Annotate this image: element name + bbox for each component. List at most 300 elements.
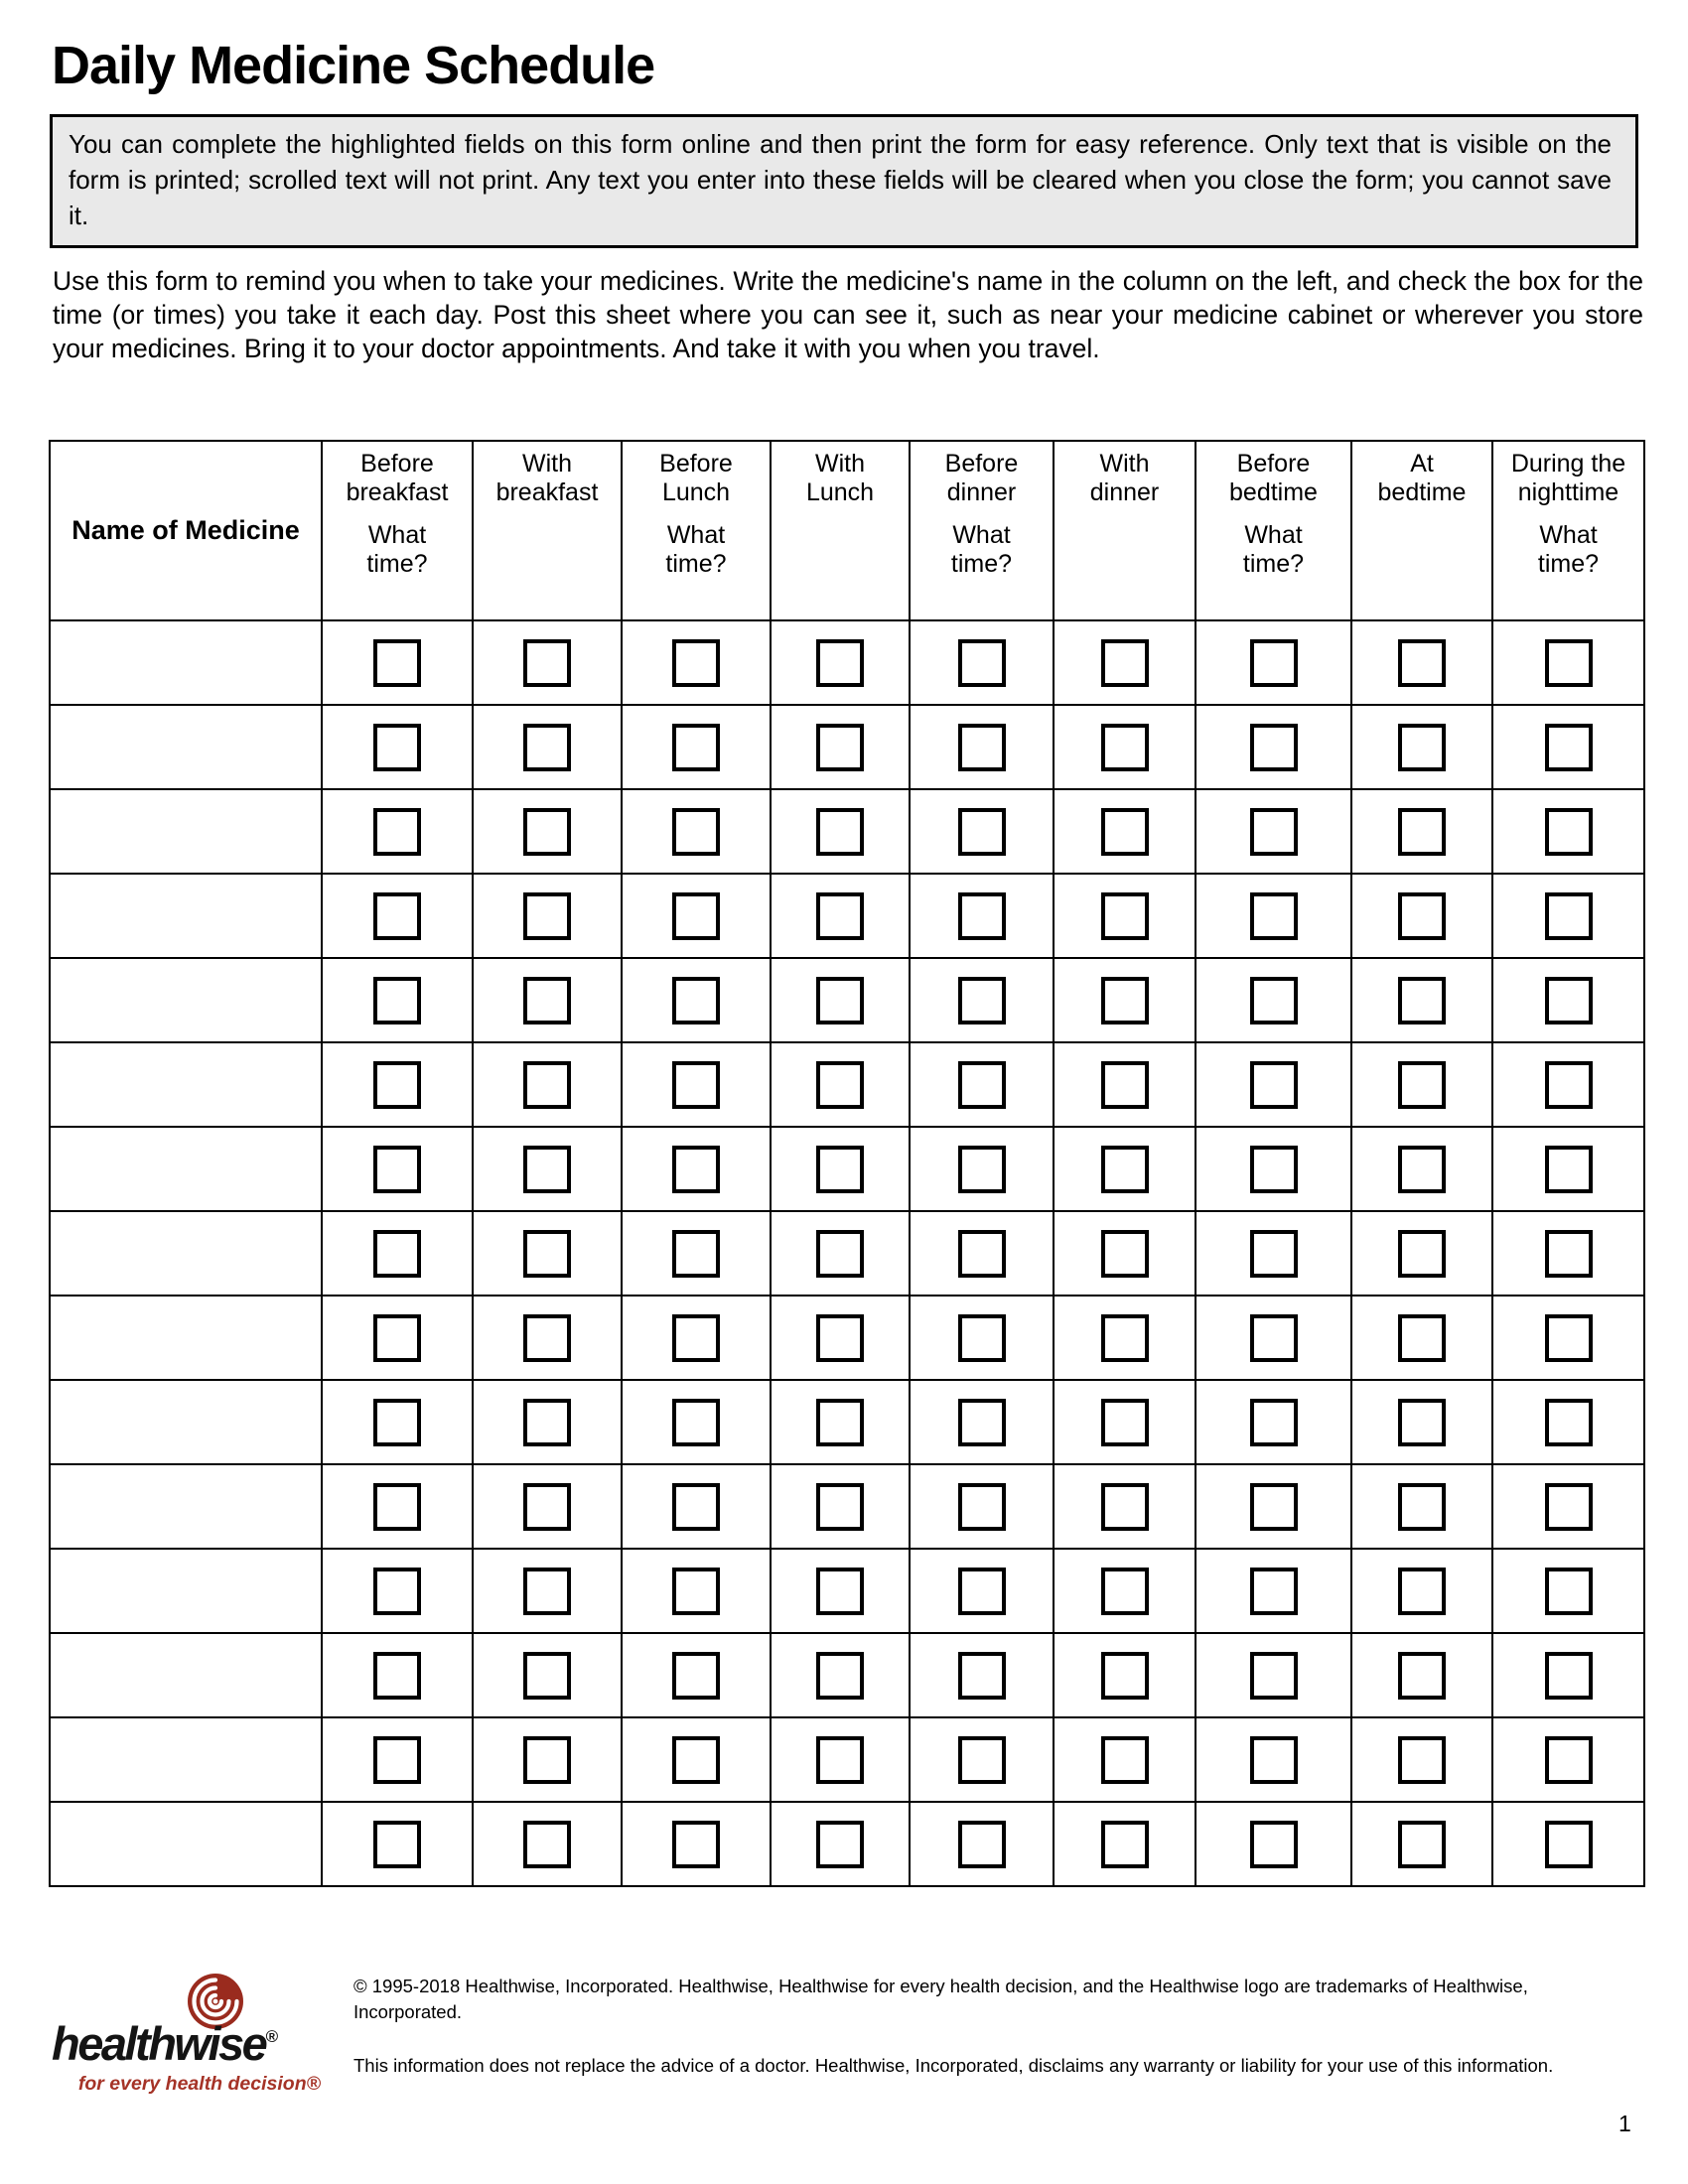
checkbox[interactable] <box>373 1483 421 1531</box>
checkbox[interactable] <box>1545 1399 1593 1446</box>
schedule-cell <box>473 1211 622 1296</box>
schedule-cell <box>1351 705 1492 789</box>
checkbox[interactable] <box>1101 1230 1149 1278</box>
checkbox[interactable] <box>1101 639 1149 687</box>
medicine-name-cell[interactable] <box>50 620 322 705</box>
checkbox[interactable] <box>816 1230 864 1278</box>
column-label: Before bedtime <box>1229 450 1318 506</box>
checkbox[interactable] <box>1398 977 1446 1024</box>
schedule-cell <box>771 1802 910 1886</box>
checkbox[interactable] <box>958 1230 1006 1278</box>
schedule-cell <box>322 1464 473 1549</box>
checkbox[interactable] <box>523 1399 571 1446</box>
medicine-table <box>49 440 1645 1887</box>
schedule-cell <box>622 1296 771 1380</box>
checkbox[interactable] <box>1545 1314 1593 1362</box>
medicine-name-cell[interactable] <box>50 1042 322 1127</box>
schedule-cell <box>771 705 910 789</box>
checkbox[interactable] <box>1398 1399 1446 1446</box>
checkbox[interactable] <box>958 1821 1006 1868</box>
schedule-cell <box>1196 1464 1351 1549</box>
checkbox[interactable] <box>672 724 720 771</box>
checkbox[interactable] <box>523 1061 571 1109</box>
checkbox[interactable] <box>523 1568 571 1615</box>
schedule-cell <box>622 1549 771 1633</box>
checkbox[interactable] <box>373 808 421 856</box>
checkbox[interactable] <box>1101 1146 1149 1193</box>
checkbox[interactable] <box>1398 892 1446 940</box>
checkbox[interactable] <box>1398 1736 1446 1784</box>
checkbox[interactable] <box>523 1652 571 1700</box>
checkbox[interactable] <box>1250 724 1298 771</box>
checkbox[interactable] <box>958 977 1006 1024</box>
checkbox[interactable] <box>958 1314 1006 1362</box>
checkbox[interactable] <box>1398 1061 1446 1109</box>
checkbox[interactable] <box>1250 1061 1298 1109</box>
checkbox[interactable] <box>373 724 421 771</box>
checkbox[interactable] <box>958 1146 1006 1193</box>
schedule-cell <box>473 1042 622 1127</box>
checkbox[interactable] <box>1101 1399 1149 1446</box>
schedule-cell <box>473 1296 622 1380</box>
medicine-name-cell[interactable] <box>50 1549 322 1633</box>
column-header-with-lunch <box>771 441 910 620</box>
schedule-cell <box>771 1633 910 1717</box>
checkbox[interactable] <box>1398 1146 1446 1193</box>
table-row <box>50 705 1644 789</box>
schedule-cell <box>1196 1127 1351 1211</box>
checkbox[interactable] <box>1101 977 1149 1024</box>
footer-text-block <box>353 1974 1603 2079</box>
schedule-cell <box>322 1549 473 1633</box>
checkbox[interactable] <box>1101 1061 1149 1109</box>
checkbox[interactable] <box>816 1821 864 1868</box>
schedule-cell <box>473 1549 622 1633</box>
checkbox[interactable] <box>373 1652 421 1700</box>
checkbox[interactable] <box>1101 1821 1149 1868</box>
schedule-cell <box>910 789 1054 874</box>
schedule-cell <box>910 705 1054 789</box>
checkbox[interactable] <box>1101 1652 1149 1700</box>
column-header-before-bedtime <box>1196 441 1351 620</box>
table-row <box>50 1802 1644 1886</box>
schedule-cell <box>771 874 910 958</box>
column-label: Before dinner <box>944 450 1019 506</box>
checkbox[interactable] <box>523 1821 571 1868</box>
checkbox[interactable] <box>1545 1230 1593 1278</box>
checkbox[interactable] <box>1250 1483 1298 1531</box>
schedule-cell <box>622 1042 771 1127</box>
schedule-cell <box>910 1717 1054 1802</box>
checkbox[interactable] <box>523 977 571 1024</box>
schedule-cell <box>1492 620 1644 705</box>
schedule-cell <box>1054 620 1196 705</box>
what-time-subheader: What time? <box>366 521 428 578</box>
schedule-cell <box>622 705 771 789</box>
schedule-cell <box>322 1211 473 1296</box>
checkbox[interactable] <box>1398 808 1446 856</box>
medicine-name-cell[interactable] <box>50 1127 322 1211</box>
schedule-cell <box>1054 874 1196 958</box>
checkbox[interactable] <box>958 1483 1006 1531</box>
checkbox[interactable] <box>1250 1230 1298 1278</box>
checkbox[interactable] <box>1101 1736 1149 1784</box>
checkbox[interactable] <box>1545 1061 1593 1109</box>
schedule-cell <box>1351 958 1492 1042</box>
schedule-cell <box>473 705 622 789</box>
schedule-cell <box>1492 705 1644 789</box>
schedule-cell <box>771 620 910 705</box>
checkbox[interactable] <box>1101 1483 1149 1531</box>
column-label: Before breakfast <box>346 450 449 506</box>
checkbox[interactable] <box>816 1736 864 1784</box>
checkbox[interactable] <box>1545 1483 1593 1531</box>
checkbox[interactable] <box>672 1061 720 1109</box>
table-row <box>50 1296 1644 1380</box>
schedule-cell <box>771 1042 910 1127</box>
schedule-cell <box>622 874 771 958</box>
checkbox[interactable] <box>1398 724 1446 771</box>
checkbox[interactable] <box>1545 1652 1593 1700</box>
schedule-cell <box>473 789 622 874</box>
schedule-cell <box>910 1042 1054 1127</box>
table-row <box>50 1717 1644 1802</box>
what-time-subheader: What time? <box>950 521 1013 578</box>
checkbox[interactable] <box>373 1821 421 1868</box>
checkbox[interactable] <box>816 1061 864 1109</box>
checkbox[interactable] <box>672 1314 720 1362</box>
checkbox[interactable] <box>816 639 864 687</box>
schedule-cell <box>622 1380 771 1464</box>
schedule-cell <box>771 1380 910 1464</box>
column-header-before-dinner <box>910 441 1054 620</box>
checkbox[interactable] <box>672 1483 720 1531</box>
checkbox[interactable] <box>1545 1821 1593 1868</box>
checkbox[interactable] <box>373 1314 421 1362</box>
schedule-cell <box>1196 1802 1351 1886</box>
checkbox[interactable] <box>1545 639 1593 687</box>
checkbox[interactable] <box>1398 1314 1446 1362</box>
column-label: With breakfast <box>495 450 599 506</box>
logo-wordmark-text: healthwise <box>52 2017 266 2070</box>
schedule-cell <box>1492 1296 1644 1380</box>
page-number: 1 <box>1618 2111 1631 2136</box>
schedule-cell <box>1492 1211 1644 1296</box>
schedule-cell <box>622 1464 771 1549</box>
schedule-cell <box>622 1633 771 1717</box>
checkbox[interactable] <box>816 1399 864 1446</box>
schedule-cell <box>771 1717 910 1802</box>
checkbox[interactable] <box>672 1146 720 1193</box>
checkbox[interactable] <box>523 724 571 771</box>
checkbox[interactable] <box>373 1061 421 1109</box>
schedule-cell <box>1492 1127 1644 1211</box>
what-time-subheader: What time? <box>1537 521 1600 578</box>
schedule-cell <box>1196 705 1351 789</box>
schedule-cell <box>322 1380 473 1464</box>
checkbox[interactable] <box>1545 1568 1593 1615</box>
checkbox[interactable] <box>1250 1399 1298 1446</box>
column-header-at-bedtime <box>1351 441 1492 620</box>
schedule-cell <box>910 1549 1054 1633</box>
checkbox[interactable] <box>672 977 720 1024</box>
schedule-cell <box>473 1464 622 1549</box>
schedule-cell <box>1492 874 1644 958</box>
checkbox[interactable] <box>958 1652 1006 1700</box>
checkbox[interactable] <box>523 1230 571 1278</box>
schedule-cell <box>910 1464 1054 1549</box>
medicine-name-cell[interactable] <box>50 705 322 789</box>
checkbox[interactable] <box>816 1146 864 1193</box>
schedule-cell <box>910 620 1054 705</box>
schedule-cell <box>1054 1633 1196 1717</box>
schedule-cell <box>771 1127 910 1211</box>
schedule-cell <box>322 620 473 705</box>
checkbox[interactable] <box>958 639 1006 687</box>
checkbox[interactable] <box>958 1736 1006 1784</box>
page-title: Daily Medicine Schedule <box>52 36 655 95</box>
schedule-cell <box>771 958 910 1042</box>
schedule-cell <box>622 1717 771 1802</box>
checkbox[interactable] <box>816 808 864 856</box>
column-label: Before Lunch <box>659 450 733 506</box>
checkbox[interactable] <box>1545 1146 1593 1193</box>
logo-tagline: for every health decision® <box>77 2073 321 2095</box>
checkbox[interactable] <box>958 808 1006 856</box>
table-row <box>50 1464 1644 1549</box>
what-time-subheader: What time? <box>1242 521 1305 578</box>
schedule-cell <box>1054 1296 1196 1380</box>
medicine-name-cell[interactable] <box>50 1717 322 1802</box>
instruction-notice <box>50 114 1638 248</box>
checkbox[interactable] <box>672 639 720 687</box>
checkbox[interactable] <box>672 1399 720 1446</box>
schedule-cell <box>910 874 1054 958</box>
column-label: With Lunch <box>805 450 875 506</box>
table-row <box>50 1633 1644 1717</box>
checkbox[interactable] <box>373 1146 421 1193</box>
schedule-cell <box>473 874 622 958</box>
schedule-cell <box>771 1211 910 1296</box>
table-row <box>50 1211 1644 1296</box>
checkbox[interactable] <box>1250 1652 1298 1700</box>
checkbox[interactable] <box>1545 1736 1593 1784</box>
column-header-with-breakfast <box>473 441 622 620</box>
checkbox[interactable] <box>958 724 1006 771</box>
schedule-cell <box>1196 958 1351 1042</box>
medicine-name-cell[interactable] <box>50 958 322 1042</box>
checkbox[interactable] <box>816 724 864 771</box>
schedule-cell <box>622 1211 771 1296</box>
schedule-cell <box>473 1380 622 1464</box>
checkbox[interactable] <box>672 808 720 856</box>
checkbox[interactable] <box>523 1146 571 1193</box>
checkbox[interactable] <box>1101 1314 1149 1362</box>
checkbox[interactable] <box>523 639 571 687</box>
column-header-before-breakfast <box>322 441 473 620</box>
schedule-cell <box>1351 1633 1492 1717</box>
checkbox[interactable] <box>373 1568 421 1615</box>
schedule-cell <box>1351 1380 1492 1464</box>
checkbox[interactable] <box>1398 1483 1446 1531</box>
schedule-cell <box>322 874 473 958</box>
intro-paragraph: Use this form to remind you when to take your medicines. Write the medicine's name in the column on the left, and check the box for the time (or times) you take it each day. Post this sheet where you can see it, such as near your medicine cabinet or wherever you store your medicines. Bring it to your doctor appointments. And take it with you when you travel. <box>53 266 1643 363</box>
checkbox[interactable] <box>523 892 571 940</box>
checkbox[interactable] <box>816 1652 864 1700</box>
schedule-cell <box>622 1127 771 1211</box>
checkbox[interactable] <box>523 808 571 856</box>
checkbox[interactable] <box>1101 808 1149 856</box>
schedule-cell <box>622 958 771 1042</box>
schedule-cell <box>1351 789 1492 874</box>
medicine-name-cell[interactable] <box>50 789 322 874</box>
schedule-cell <box>1196 1211 1351 1296</box>
column-header-before-lunch <box>622 441 771 620</box>
checkbox[interactable] <box>672 1821 720 1868</box>
checkbox[interactable] <box>672 1652 720 1700</box>
schedule-cell <box>771 1464 910 1549</box>
column-label: With dinner <box>1089 450 1160 506</box>
checkbox[interactable] <box>672 1230 720 1278</box>
medicine-name-cell[interactable] <box>50 1296 322 1380</box>
schedule-cell <box>1196 620 1351 705</box>
checkbox[interactable] <box>373 1736 421 1784</box>
checkbox[interactable] <box>672 1568 720 1615</box>
checkbox[interactable] <box>373 1230 421 1278</box>
checkbox[interactable] <box>958 1061 1006 1109</box>
checkbox[interactable] <box>373 892 421 940</box>
checkbox[interactable] <box>1101 724 1149 771</box>
checkbox[interactable] <box>816 892 864 940</box>
table-row <box>50 1042 1644 1127</box>
checkbox[interactable] <box>958 1399 1006 1446</box>
table-row <box>50 958 1644 1042</box>
table-row <box>50 620 1644 705</box>
checkbox[interactable] <box>1545 724 1593 771</box>
schedule-cell <box>1492 789 1644 874</box>
table-header-row <box>50 441 1644 620</box>
checkbox[interactable] <box>1250 977 1298 1024</box>
column-label: At bedtime <box>1377 450 1467 506</box>
checkbox[interactable] <box>672 1736 720 1784</box>
schedule-cell <box>910 1633 1054 1717</box>
schedule-cell <box>1054 1042 1196 1127</box>
checkbox[interactable] <box>958 892 1006 940</box>
checkbox[interactable] <box>1545 977 1593 1024</box>
checkbox[interactable] <box>816 977 864 1024</box>
checkbox[interactable] <box>1545 892 1593 940</box>
schedule-cell <box>771 1549 910 1633</box>
schedule-cell <box>1054 1211 1196 1296</box>
medicine-name-cell[interactable] <box>50 874 322 958</box>
checkbox[interactable] <box>1250 1736 1298 1784</box>
schedule-cell <box>322 1042 473 1127</box>
schedule-cell <box>1351 1464 1492 1549</box>
schedule-cell <box>1351 1296 1492 1380</box>
medicine-name-cell[interactable] <box>50 1633 322 1717</box>
name-of-medicine-header: Name of Medicine <box>50 441 322 620</box>
schedule-cell <box>771 1296 910 1380</box>
schedule-cell <box>322 958 473 1042</box>
column-label: During the nighttime <box>1510 450 1626 506</box>
checkbox[interactable] <box>1250 639 1298 687</box>
schedule-cell <box>910 1296 1054 1380</box>
schedule-cell <box>622 789 771 874</box>
checkbox[interactable] <box>373 1399 421 1446</box>
schedule-cell <box>910 1802 1054 1886</box>
schedule-cell <box>1351 1211 1492 1296</box>
column-header-with-dinner <box>1054 441 1196 620</box>
instruction-notice-text: You can complete the highlighted fields on this form online and then print the form for easy reference. Only text that is visible on the form is printed; scrolled text will not print. Any text you enter into these fields will be cleared when you close the form; you cannot save it. <box>69 129 1612 230</box>
schedule-cell <box>1054 1380 1196 1464</box>
schedule-cell <box>322 1633 473 1717</box>
schedule-cell <box>322 1717 473 1802</box>
medicine-name-cell[interactable] <box>50 1464 322 1549</box>
checkbox[interactable] <box>1398 639 1446 687</box>
healthwise-logo <box>50 1971 321 2098</box>
schedule-cell <box>1196 1296 1351 1380</box>
schedule-cell <box>1196 1633 1351 1717</box>
checkbox[interactable] <box>958 1568 1006 1615</box>
schedule-cell <box>1196 789 1351 874</box>
schedule-cell <box>1351 1127 1492 1211</box>
checkbox[interactable] <box>816 1483 864 1531</box>
schedule-cell <box>473 1717 622 1802</box>
schedule-cell <box>322 705 473 789</box>
checkbox[interactable] <box>523 1314 571 1362</box>
schedule-cell <box>1492 1802 1644 1886</box>
checkbox[interactable] <box>1250 892 1298 940</box>
checkbox[interactable] <box>1398 1652 1446 1700</box>
schedule-cell <box>1054 1549 1196 1633</box>
checkbox[interactable] <box>816 1314 864 1362</box>
column-header-during-the-nighttime <box>1492 441 1644 620</box>
schedule-cell <box>322 1127 473 1211</box>
checkbox[interactable] <box>1398 1568 1446 1615</box>
schedule-cell <box>910 958 1054 1042</box>
checkbox[interactable] <box>1250 1568 1298 1615</box>
checkbox[interactable] <box>672 892 720 940</box>
checkbox[interactable] <box>1101 892 1149 940</box>
schedule-cell <box>910 1211 1054 1296</box>
checkbox[interactable] <box>523 1736 571 1784</box>
schedule-cell <box>1492 1464 1644 1549</box>
checkbox[interactable] <box>1101 1568 1149 1615</box>
checkbox[interactable] <box>1250 1314 1298 1362</box>
checkbox[interactable] <box>816 1568 864 1615</box>
checkbox[interactable] <box>1545 808 1593 856</box>
medicine-name-cell[interactable] <box>50 1802 322 1886</box>
schedule-cell <box>771 789 910 874</box>
footer-disclaimer: This information does not replace the advice of a doctor. Healthwise, Incorporated, disclaims any warranty or liability for your use of this information. <box>353 2055 1554 2076</box>
checkbox[interactable] <box>1250 1146 1298 1193</box>
schedule-cell <box>1054 1802 1196 1886</box>
medicine-name-cell[interactable] <box>50 1211 322 1296</box>
checkbox[interactable] <box>373 977 421 1024</box>
schedule-cell <box>473 1127 622 1211</box>
footer-copyright: © 1995-2018 Healthwise, Incorporated. Healthwise, Healthwise for every health decision, and the Healthwise logo are trademarks of Healthwise, Incorporated. <box>353 1976 1528 2022</box>
schedule-cell <box>1054 958 1196 1042</box>
checkbox[interactable] <box>1398 1821 1446 1868</box>
checkbox[interactable] <box>523 1483 571 1531</box>
checkbox[interactable] <box>1398 1230 1446 1278</box>
medicine-name-cell[interactable] <box>50 1380 322 1464</box>
schedule-cell <box>1054 789 1196 874</box>
schedule-cell <box>1054 1127 1196 1211</box>
checkbox[interactable] <box>1250 1821 1298 1868</box>
checkbox[interactable] <box>1250 808 1298 856</box>
checkbox[interactable] <box>373 639 421 687</box>
